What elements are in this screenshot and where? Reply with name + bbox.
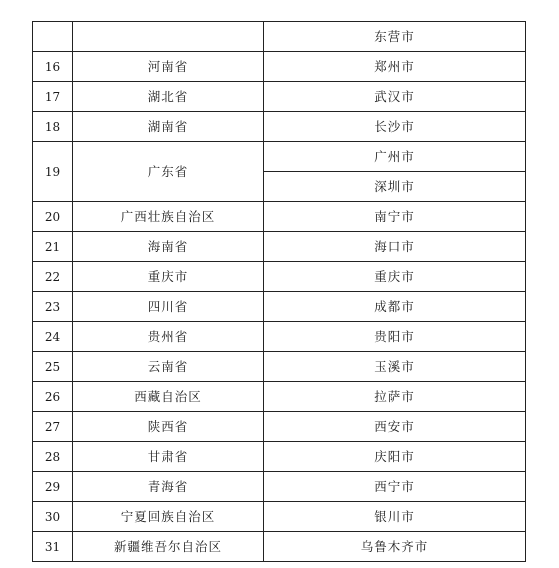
city-cell: 玉溪市 (264, 352, 526, 382)
row-number-cell: 25 (33, 352, 73, 382)
table-row (33, 322, 526, 352)
row-number-cell: 22 (33, 262, 73, 292)
row-number-cell: 26 (33, 382, 73, 412)
province-cell: 宁夏回族自治区 (73, 502, 264, 532)
city-cell: 长沙市 (264, 112, 526, 142)
row-number-cell: 20 (33, 202, 73, 232)
table-row (33, 472, 526, 502)
city-table (32, 21, 526, 562)
city-cell: 庆阳市 (264, 442, 526, 472)
city-cell: 郑州市 (264, 52, 526, 82)
row-number-cell: 17 (33, 82, 73, 112)
city-cell: 西安市 (264, 412, 526, 442)
province-cell: 海南省 (73, 232, 264, 262)
province-cell: 西藏自治区 (73, 382, 264, 412)
table-row (33, 412, 526, 442)
city-cell: 海口市 (264, 232, 526, 262)
province-cell: 青海省 (73, 472, 264, 502)
row-number-cell: 27 (33, 412, 73, 442)
city-cell: 广州市 (264, 142, 526, 172)
city-cell: 乌鲁木齐市 (264, 532, 526, 562)
table-row (33, 22, 526, 52)
city-cell: 深圳市 (264, 172, 526, 202)
table-row (33, 382, 526, 412)
city-cell: 东营市 (264, 22, 526, 52)
province-cell (73, 22, 264, 52)
table-row (33, 352, 526, 382)
city-table-body (33, 22, 526, 562)
row-number-cell: 24 (33, 322, 73, 352)
row-number-cell: 29 (33, 472, 73, 502)
row-number-cell: 18 (33, 112, 73, 142)
province-cell: 四川省 (73, 292, 264, 322)
table-row (33, 142, 526, 172)
table-row (33, 502, 526, 532)
table-row (33, 112, 526, 142)
row-number-cell: 23 (33, 292, 73, 322)
city-cell: 银川市 (264, 502, 526, 532)
province-cell: 陕西省 (73, 412, 264, 442)
province-cell: 重庆市 (73, 262, 264, 292)
row-number-cell (33, 22, 73, 52)
table-row (33, 292, 526, 322)
province-cell: 湖南省 (73, 112, 264, 142)
city-cell: 西宁市 (264, 472, 526, 502)
city-cell: 成都市 (264, 292, 526, 322)
row-number-cell: 16 (33, 52, 73, 82)
row-number-cell: 30 (33, 502, 73, 532)
city-cell: 南宁市 (264, 202, 526, 232)
city-cell: 重庆市 (264, 262, 526, 292)
province-cell: 广西壮族自治区 (73, 202, 264, 232)
row-number-cell: 28 (33, 442, 73, 472)
row-number-cell: 21 (33, 232, 73, 262)
city-cell: 武汉市 (264, 82, 526, 112)
province-cell: 云南省 (73, 352, 264, 382)
city-cell: 贵阳市 (264, 322, 526, 352)
table-row (33, 442, 526, 472)
province-cell: 湖北省 (73, 82, 264, 112)
province-cell: 新疆维吾尔自治区 (73, 532, 264, 562)
row-number-cell: 31 (33, 532, 73, 562)
table-row (33, 202, 526, 232)
row-number-cell: 19 (33, 142, 73, 202)
province-cell: 河南省 (73, 52, 264, 82)
table-row (33, 52, 526, 82)
table-row (33, 232, 526, 262)
province-cell: 甘肃省 (73, 442, 264, 472)
province-cell: 贵州省 (73, 322, 264, 352)
table-row (33, 82, 526, 112)
province-cell: 广东省 (73, 142, 264, 202)
table-row (33, 262, 526, 292)
table-row (33, 532, 526, 562)
city-cell: 拉萨市 (264, 382, 526, 412)
